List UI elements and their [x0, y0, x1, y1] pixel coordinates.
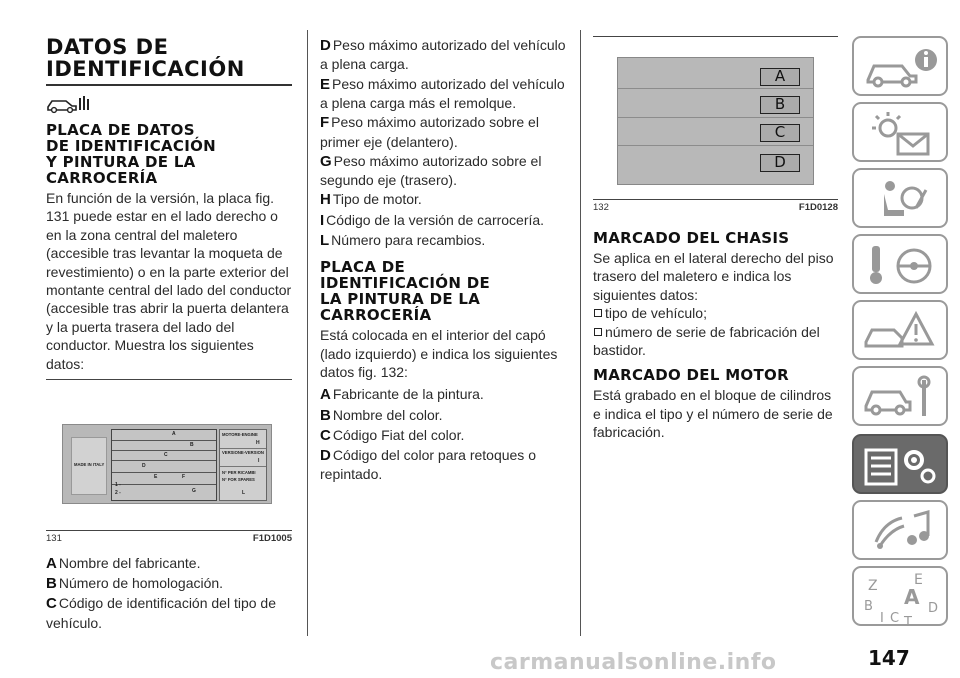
paint-label-d: D — [760, 154, 800, 172]
svg-text:D: D — [928, 601, 939, 616]
plate-right-block — [219, 429, 267, 501]
car-wrench-icon — [46, 94, 292, 116]
item-key: L — [320, 231, 330, 249]
page-title-line: DATOS DE — [46, 35, 169, 59]
figure-132 — [593, 37, 838, 199]
item-text: Código Fiat del color. — [332, 426, 465, 443]
section-heading: MARCADO DEL CHASIS — [593, 229, 790, 247]
figure-caption — [593, 202, 838, 213]
alphabetical-index-icon — [854, 568, 950, 628]
item-key: A — [46, 555, 57, 573]
square-bullet-icon — [594, 309, 602, 317]
item-key: B — [46, 575, 57, 593]
airbag-seat-icon — [854, 170, 950, 230]
heading-line: CARROCERÍA — [320, 306, 432, 325]
plate-label: D — [142, 463, 146, 470]
body-paragraph: Está grabado en el bloque de cilindros e indica el tipo y el número de serie de fabricación. — [593, 387, 833, 441]
multimedia-icon — [854, 502, 950, 562]
body-paragraph: En función de la versión, la placa fig. 131 puede estar en el lado derecho o en la zona central del maletero (accesible tras levantar la moqueta de revestimiento) o en la parte exterior del montante central del lado del conductor (accesible tras abrir la puerta delantera y la puerta trasera del lado del conductor. Muestra los siguientes datos: — [46, 190, 292, 372]
item-text: Código de la versión de carrocería. — [326, 211, 545, 228]
item-key: G — [320, 152, 332, 170]
figure-code: F1D1005 — [252, 533, 292, 545]
bullet-text: número de serie de fabricación del bastidor. — [593, 323, 820, 359]
list-item — [46, 594, 292, 632]
page-number: 147 — [868, 646, 910, 670]
list-item — [320, 231, 572, 250]
item-list — [320, 385, 572, 483]
item-text: Peso máximo autorizado sobre el primer eje (delantero). — [320, 114, 539, 150]
list-item — [320, 75, 572, 113]
item-text: Código del color para retoques o repintado. — [320, 447, 536, 483]
figure-number: 131 — [46, 533, 62, 545]
tab-emergency[interactable] — [852, 300, 948, 360]
heading-line: PLACA DE DATOS — [46, 121, 195, 139]
section-heading — [46, 122, 292, 186]
figure-131 — [46, 380, 292, 530]
paint-plate — [617, 57, 814, 185]
item-text: Nombre del color. — [332, 406, 443, 423]
heading-line: IDENTIFICACIÓN DE — [320, 274, 491, 293]
svg-text:I: I — [880, 611, 884, 626]
plate-label: H — [256, 440, 260, 447]
body-paragraph: Se aplica en el lateral derecho del piso trasero del maletero e indica los siguientes datos: — [593, 250, 834, 303]
item-key: C — [320, 426, 331, 444]
tab-technical-data[interactable] — [852, 434, 948, 494]
item-key: F — [320, 114, 330, 132]
plate-label: I — [258, 458, 260, 465]
plate-label: G — [192, 488, 196, 495]
grid-line — [220, 448, 266, 449]
tab-car-info[interactable] — [852, 36, 948, 96]
svg-text:Z: Z — [868, 578, 878, 594]
svg-text:B: B — [864, 599, 873, 614]
item-text: Peso máximo autorizado del vehículo a plena carga. — [320, 37, 566, 73]
item-key: B — [320, 406, 331, 424]
column-divider — [580, 30, 581, 636]
list-item — [320, 152, 572, 190]
item-key: D — [320, 37, 331, 54]
plate-row-line — [618, 88, 813, 89]
list-item — [320, 385, 572, 404]
list-item — [320, 211, 572, 230]
grid-line — [112, 450, 216, 451]
paint-label-c: C — [760, 124, 800, 142]
figure-rule — [593, 199, 838, 200]
tab-starting-driving[interactable] — [852, 234, 948, 294]
plate-text: VERSIONE-VERSION — [222, 450, 264, 456]
plate-row-label: 1 - — [115, 482, 121, 489]
grid-line — [112, 484, 216, 485]
heading-line: DE IDENTIFICACIÓN — [46, 137, 217, 155]
plate-row-label: 2 - — [115, 490, 121, 497]
bullet-text: tipo de vehículo; — [605, 305, 707, 322]
plate-row-line — [618, 117, 813, 118]
item-text: Peso máximo autorizado sobre el segundo eje (trasero). — [320, 152, 542, 189]
heading-line: LA PINTURA DE LA — [320, 290, 481, 309]
tab-multimedia[interactable] — [852, 500, 948, 560]
section-heading: MARCADO DEL MOTOR — [593, 366, 789, 385]
list-item — [46, 574, 292, 593]
svg-text:C: C — [890, 611, 900, 626]
plate-label: F — [182, 474, 186, 481]
grid-line — [112, 472, 216, 473]
item-key: E — [320, 75, 331, 93]
plate-text: MADE IN ITALY — [74, 462, 105, 468]
plate-text: MOTORE-ENGINE — [222, 432, 258, 438]
plate-text: N° FOR SPARES — [222, 477, 255, 483]
technical-data-icon — [854, 436, 950, 496]
list-item — [320, 113, 572, 151]
warning-lights-icon — [854, 104, 950, 164]
watermark: carmanualsonline.info — [490, 650, 777, 675]
column-2 — [320, 36, 572, 485]
figure-number: 132 — [593, 202, 609, 213]
square-bullet-icon — [594, 328, 602, 336]
column-3 — [593, 36, 838, 442]
warning-triangle-icon — [854, 302, 950, 362]
column-1 — [46, 36, 292, 633]
item-key: C — [46, 595, 57, 613]
item-text: Fabricante de la pintura. — [332, 386, 484, 403]
plate-label: B — [190, 442, 194, 449]
heading-line: Y PINTURA DE LA — [46, 153, 196, 171]
grid-line — [220, 466, 266, 467]
list-item — [320, 426, 572, 445]
item-text: Nombre del fabricante. — [58, 555, 201, 572]
key-steering-icon — [854, 236, 950, 296]
list-item — [320, 36, 572, 74]
grid-line — [112, 440, 216, 441]
section-heading — [320, 259, 572, 323]
item-key: A — [320, 386, 331, 404]
list-item — [320, 190, 572, 209]
figure-rule — [46, 530, 292, 531]
plate-label: A — [172, 431, 176, 438]
item-text: Código de identificación del tipo de vehículo. — [46, 595, 276, 631]
paint-label-b: B — [760, 96, 800, 114]
plate-label: C — [164, 452, 168, 459]
item-list — [320, 36, 572, 250]
grid-line — [112, 460, 216, 461]
list-item — [320, 406, 572, 425]
item-list — [46, 554, 292, 632]
page-title-line: IDENTIFICACIÓN — [46, 57, 245, 81]
body-paragraph: Está colocada en el interior del capó (lado izquierdo) e indica los siguientes datos fig. 132: — [320, 327, 558, 381]
bullet-list — [593, 304, 838, 359]
item-text: Número para recambios. — [331, 231, 486, 248]
plate-label: L — [242, 490, 246, 497]
item-key: H — [320, 191, 331, 209]
plate-grid — [111, 429, 217, 501]
tab-maintenance[interactable] — [852, 366, 948, 426]
plate-label: E — [154, 474, 158, 481]
item-key: D — [320, 447, 331, 465]
item-text: Peso máximo autorizado del vehículo a plena carga más el remolque. — [320, 75, 565, 112]
figure-caption — [46, 533, 292, 544]
svg-text:T: T — [904, 615, 912, 628]
list-item — [320, 446, 572, 484]
tab-warning-lights[interactable] — [852, 102, 948, 162]
tab-safety[interactable] — [852, 168, 948, 228]
figure-code: F1D0128 — [798, 202, 838, 213]
item-text: Tipo de motor. — [332, 191, 422, 208]
title-rule — [46, 84, 292, 86]
column-divider — [307, 30, 308, 636]
svg-text:E: E — [914, 572, 923, 588]
list-item — [46, 554, 292, 573]
page-title — [46, 36, 292, 80]
item-key: I — [320, 211, 325, 229]
heading-line: CARROCERÍA — [46, 169, 158, 187]
plate-stamp — [71, 437, 107, 495]
heading-line: PLACA DE — [320, 258, 406, 277]
car-info-icon — [854, 38, 950, 98]
plate-row-line — [618, 145, 813, 146]
car-service-icon — [854, 368, 950, 428]
bullet-item — [593, 323, 838, 360]
item-text: Número de homologación. — [58, 575, 224, 592]
svg-text:A: A — [904, 585, 920, 609]
plate-text: N° PER RICAMBI — [222, 470, 256, 476]
identification-plate — [62, 424, 272, 504]
tab-index[interactable] — [852, 566, 948, 626]
paint-label-a: A — [760, 68, 800, 86]
bullet-item — [593, 304, 838, 322]
